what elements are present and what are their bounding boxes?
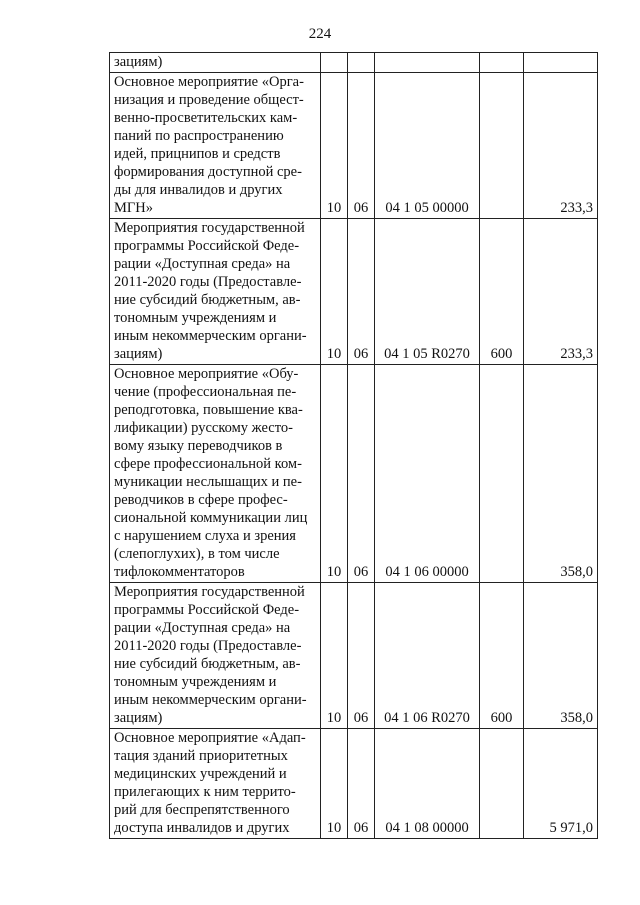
row-name-cell: зациям) (110, 53, 321, 73)
target-article-cell: 04 1 06 00000 (375, 365, 480, 583)
subsection-code-cell: 06 (348, 729, 375, 839)
subsection-code-cell: 06 (348, 365, 375, 583)
amount-cell: 233,3 (524, 73, 598, 219)
target-article-cell: 04 1 05 00000 (375, 73, 480, 219)
amount-cell (524, 53, 598, 73)
subsection-code-cell: 06 (348, 73, 375, 219)
section-code-cell: 10 (321, 365, 348, 583)
row-name-cell: Основное мероприятие «Адап- тация зданий приоритетных медицинских учреждений и прилегающих к ним террито- рий для беспрепятственного доступа инвалидов и других (110, 729, 321, 839)
subsection-code-cell: 06 (348, 583, 375, 729)
table-row (110, 729, 598, 839)
target-article-cell: 04 1 08 00000 (375, 729, 480, 839)
amount-cell: 358,0 (524, 365, 598, 583)
expense-type-cell (480, 53, 524, 73)
table-row (110, 53, 598, 73)
row-name-cell: Основное мероприятие «Обу- чение (профессиональная пе- реподготовка, повышение ква- лификации) русскому жесто- вому языку переводчиков в сфере профессиональной ком- муникации неслышащих и пе- реводчиков в сфере профес- сиональной коммуникации лиц с нарушением слуха и зрения (слепоглухих), в том числе тифлокомментаторов (110, 365, 321, 583)
table-row (110, 73, 598, 219)
target-article-cell: 04 1 06 R0270 (375, 583, 480, 729)
subsection-code-cell (348, 53, 375, 73)
expense-type-cell: 600 (480, 219, 524, 365)
target-article-cell: 04 1 05 R0270 (375, 219, 480, 365)
subsection-code-cell: 06 (348, 219, 375, 365)
row-name-cell: Мероприятия государственной программы Российской Феде- рации «Доступная среда» на 2011-2020 годы (Предоставле- ние субсидий бюджетным, ав- тономным учреждениям и иным некоммерческим органи- зациям) (110, 219, 321, 365)
target-article-cell (375, 53, 480, 73)
expense-type-cell (480, 365, 524, 583)
section-code-cell: 10 (321, 219, 348, 365)
expense-type-cell (480, 729, 524, 839)
row-name-cell: Основное мероприятие «Орга- низация и проведение общест- венно-просветительских кам- паний по распространению идей, прицнипов и средств формирования доступной сре- ды для инвалидов и других МГН» (110, 73, 321, 219)
table-row (110, 219, 598, 365)
amount-cell: 233,3 (524, 219, 598, 365)
budget-table (109, 52, 598, 839)
section-code-cell: 10 (321, 73, 348, 219)
section-code-cell (321, 53, 348, 73)
page-number: 224 (308, 26, 332, 42)
section-code-cell: 10 (321, 583, 348, 729)
row-name-cell: Мероприятия государственной программы Российской Феде- рации «Доступная среда» на 2011-2020 годы (Предоставле- ние субсидий бюджетным, ав- тономным учреждениям и иным некоммерческим органи- зациям) (110, 583, 321, 729)
amount-cell: 358,0 (524, 583, 598, 729)
expense-type-cell (480, 73, 524, 219)
expense-type-cell: 600 (480, 583, 524, 729)
section-code-cell: 10 (321, 729, 348, 839)
amount-cell: 5 971,0 (524, 729, 598, 839)
table-row (110, 365, 598, 583)
table-row (110, 583, 598, 729)
